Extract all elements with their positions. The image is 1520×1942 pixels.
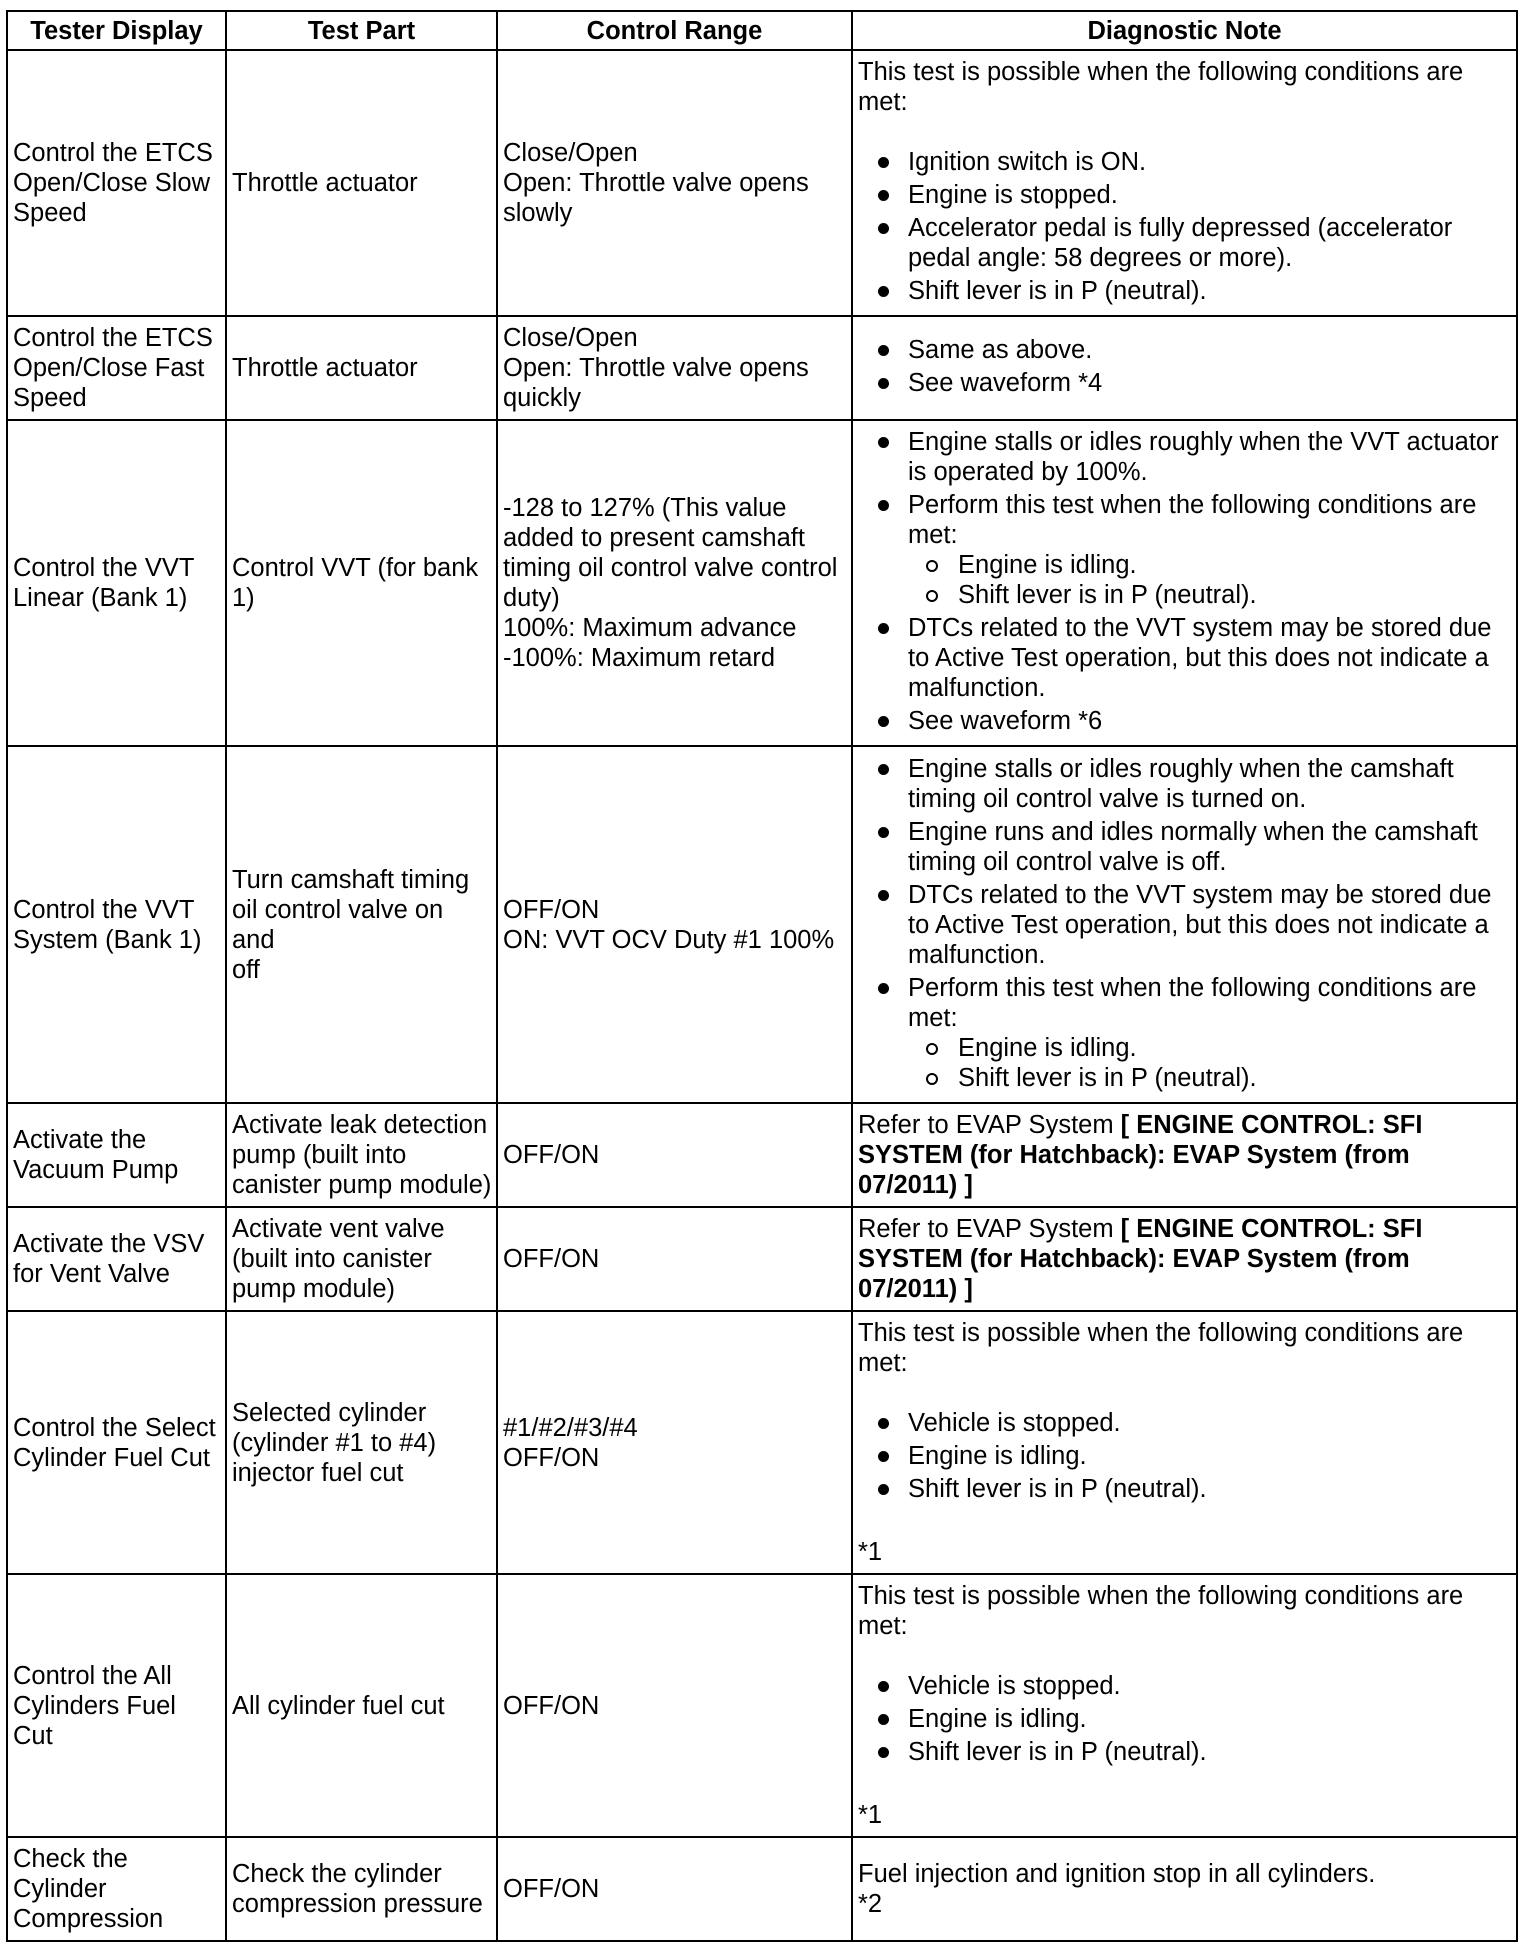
test-part-cell: Check the cylinder compression pressure: [226, 1837, 497, 1941]
bullet-item: Ignition switch is ON.: [858, 147, 1512, 177]
table-row: [7, 1837, 1517, 1941]
tester-display-cell: Check the Cylinder Compression: [7, 1837, 226, 1941]
note-text: Fuel injection and ignition stop in all cylinders.: [858, 1860, 1376, 1888]
header-control-range: Control Range: [497, 11, 852, 50]
sub-bullet-item: Shift lever is in P (neutral).: [908, 1063, 1512, 1093]
bullet-item: [858, 490, 1512, 610]
sub-bullet-item: Engine is idling.: [908, 1033, 1512, 1063]
header-tester-display: Tester Display: [7, 11, 226, 50]
bullet-item: Engine is idling.: [858, 1704, 1512, 1734]
diagnostic-note-cell: [852, 1103, 1517, 1207]
table-row: [7, 50, 1517, 316]
bullet-list: [858, 335, 1512, 398]
table-row: [7, 1207, 1517, 1311]
cross-reference-link[interactable]: [ ENGINE CONTROL: SFI SYSTEM (for Hatchback): EVAP System (from 07/2011) ]: [858, 1215, 1423, 1303]
bullet-item: See waveform *6: [858, 706, 1512, 736]
footnote-ref: *1: [858, 1801, 883, 1829]
test-part-cell: Control VVT (for bank 1): [226, 420, 497, 746]
test-part-cell: Selected cylinder (cylinder #1 to #4) injector fuel cut: [226, 1311, 497, 1574]
tester-display-cell: Control the VVT System (Bank 1): [7, 746, 226, 1103]
diagnostic-note-cell: [852, 1837, 1517, 1941]
control-range-cell: OFF/ON: [497, 1574, 852, 1837]
control-range-cell: OFF/ON ON: VVT OCV Duty #1 100%: [497, 746, 852, 1103]
note-intro: This test is possible when the following conditions are met:: [858, 1319, 1464, 1377]
bullet-item: DTCs related to the VVT system may be stored due to Active Test operation, but this does not indicate a malfunction.: [858, 613, 1512, 703]
bullet-item: See waveform *4: [858, 368, 1512, 398]
control-range-cell: OFF/ON: [497, 1103, 852, 1207]
bullet-item: Vehicle is stopped.: [858, 1408, 1512, 1438]
bullet-item: Engine stalls or idles roughly when the VVT actuator is operated by 100%.: [858, 427, 1512, 487]
table-row: [7, 1103, 1517, 1207]
sub-bullet-list: [908, 550, 1512, 610]
sub-bullet-list: [908, 1033, 1512, 1093]
bullet-list: [858, 1671, 1512, 1767]
diagnostic-note-cell: [852, 420, 1517, 746]
diagnostic-note-cell: [852, 746, 1517, 1103]
bullet-item: DTCs related to the VVT system may be stored due to Active Test operation, but this does not indicate a malfunction.: [858, 880, 1512, 970]
table-row: [7, 1311, 1517, 1574]
tester-display-cell: Control the Select Cylinder Fuel Cut: [7, 1311, 226, 1574]
tester-display-cell: Activate the VSV for Vent Valve: [7, 1207, 226, 1311]
bullet-list: [858, 147, 1512, 306]
tester-display-cell: Control the ETCS Open/Close Fast Speed: [7, 316, 226, 420]
control-range-cell: Close/Open Open: Throttle valve opens quickly: [497, 316, 852, 420]
sub-bullet-item: Shift lever is in P (neutral).: [908, 580, 1512, 610]
header-row: [7, 11, 1517, 50]
table-row: [7, 1574, 1517, 1837]
test-part-cell: Activate leak detection pump (built into canister pump module): [226, 1103, 497, 1207]
table-row: [7, 420, 1517, 746]
footnote-ref: *2: [858, 1890, 883, 1918]
control-range-cell: OFF/ON: [497, 1207, 852, 1311]
tester-display-cell: Activate the Vacuum Pump: [7, 1103, 226, 1207]
header-diagnostic-note: Diagnostic Note: [852, 11, 1517, 50]
diagnostic-note-cell: [852, 1207, 1517, 1311]
test-part-cell: Throttle actuator: [226, 316, 497, 420]
tester-display-cell: Control the ETCS Open/Close Slow Speed: [7, 50, 226, 316]
bullet-text: Perform this test when the following conditions are met:: [908, 491, 1477, 549]
bullet-item: Engine runs and idles normally when the camshaft timing oil control valve is off.: [858, 817, 1512, 877]
test-part-cell: All cylinder fuel cut: [226, 1574, 497, 1837]
note-text: Refer to EVAP System: [858, 1215, 1121, 1243]
note-intro: This test is possible when the following conditions are met:: [858, 58, 1464, 116]
bullet-item: Vehicle is stopped.: [858, 1671, 1512, 1701]
bullet-item: Accelerator pedal is fully depressed (accelerator pedal angle: 58 degrees or more).: [858, 213, 1512, 273]
test-part-cell: Throttle actuator: [226, 50, 497, 316]
bullet-item: Shift lever is in P (neutral).: [858, 276, 1512, 306]
active-test-table-sheet: [6, 10, 1516, 1942]
control-range-cell: -128 to 127% (This value added to present camshaft timing oil control valve control duty) 100%: Maximum advance -100%: Maximum retard: [497, 420, 852, 746]
diagnostic-note-cell: [852, 50, 1517, 316]
bullet-item: Engine stalls or idles roughly when the camshaft timing oil control valve is turned on.: [858, 754, 1512, 814]
cross-reference-link[interactable]: [ ENGINE CONTROL: SFI SYSTEM (for Hatchback): EVAP System (from 07/2011) ]: [858, 1111, 1423, 1199]
active-test-table: [6, 10, 1518, 1942]
bullet-item: Engine is idling.: [858, 1441, 1512, 1471]
bullet-item: [858, 973, 1512, 1093]
control-range-cell: OFF/ON: [497, 1837, 852, 1941]
table-row: [7, 746, 1517, 1103]
control-range-cell: #1/#2/#3/#4 OFF/ON: [497, 1311, 852, 1574]
diagnostic-note-cell: [852, 316, 1517, 420]
header-test-part: Test Part: [226, 11, 497, 50]
note-intro: This test is possible when the following conditions are met:: [858, 1582, 1464, 1640]
bullet-list: [858, 1408, 1512, 1504]
note-text: Refer to EVAP System: [858, 1111, 1121, 1139]
sub-bullet-item: Engine is idling.: [908, 550, 1512, 580]
footnote-ref: *1: [858, 1538, 883, 1566]
diagnostic-note-cell: [852, 1311, 1517, 1574]
bullet-item: Same as above.: [858, 335, 1512, 365]
bullet-list: [858, 754, 1512, 1093]
bullet-item: Shift lever is in P (neutral).: [858, 1474, 1512, 1504]
tester-display-cell: Control the All Cylinders Fuel Cut: [7, 1574, 226, 1837]
tester-display-cell: Control the VVT Linear (Bank 1): [7, 420, 226, 746]
bullet-text: Perform this test when the following conditions are met:: [908, 973, 1477, 1032]
table-row: [7, 316, 1517, 420]
bullet-list: [858, 427, 1512, 736]
diagnostic-note-cell: [852, 1574, 1517, 1837]
bullet-item: Engine is stopped.: [858, 180, 1512, 210]
control-range-cell: Close/Open Open: Throttle valve opens slowly: [497, 50, 852, 316]
test-part-cell: Activate vent valve (built into canister pump module): [226, 1207, 497, 1311]
test-part-cell: Turn camshaft timing oil control valve on and off: [226, 746, 497, 1103]
bullet-item: Shift lever is in P (neutral).: [858, 1737, 1512, 1767]
